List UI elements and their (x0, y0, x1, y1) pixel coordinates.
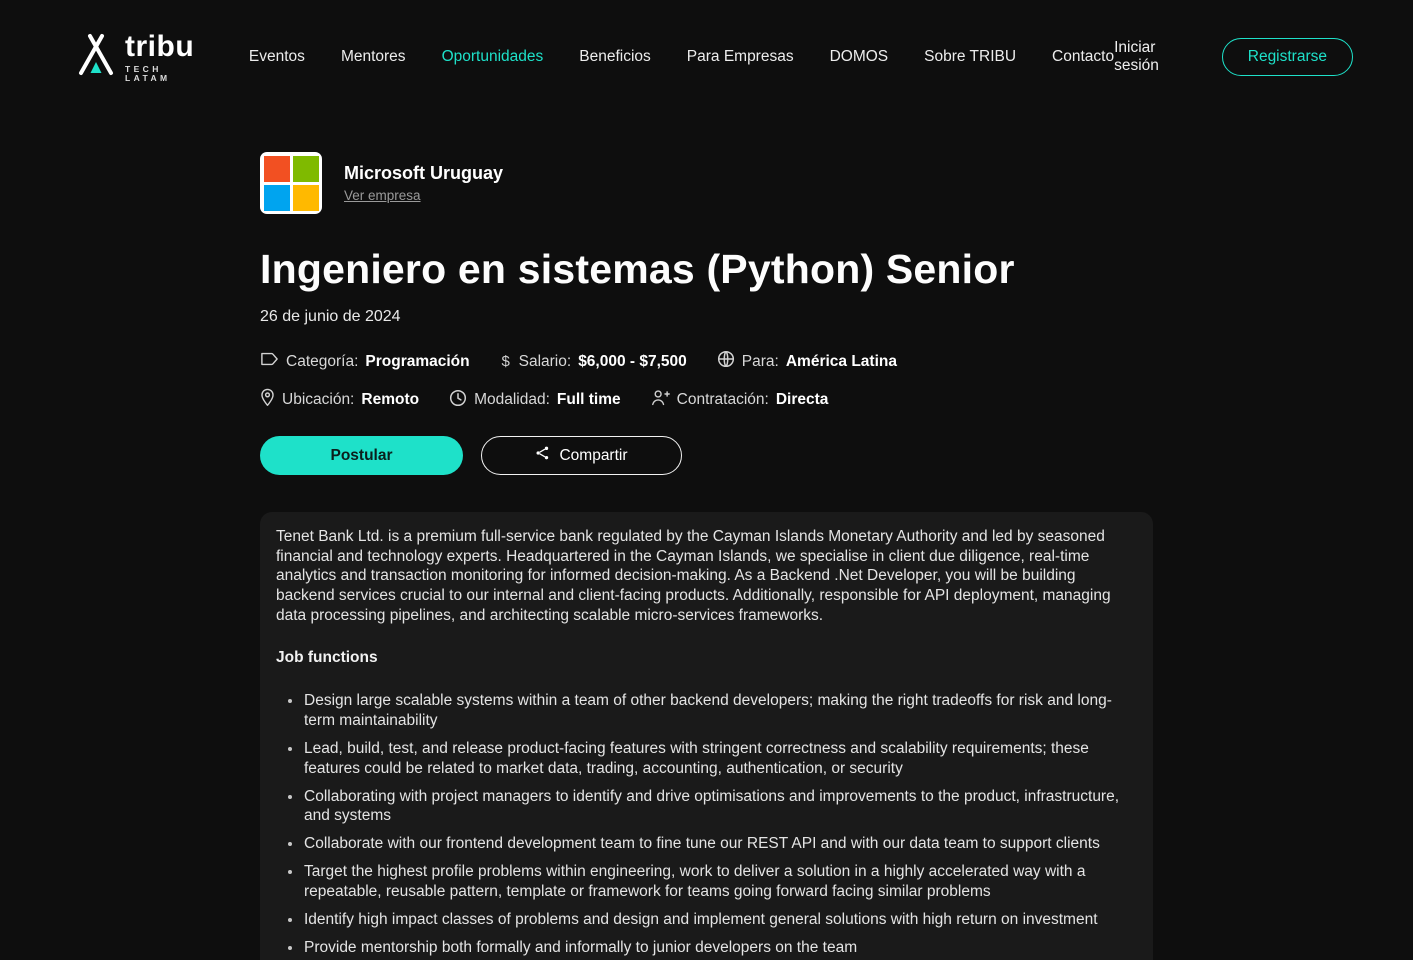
microsoft-logo-icon (260, 152, 322, 214)
meta-value: $6,000 - $7,500 (578, 352, 687, 370)
auth-area (1114, 38, 1353, 76)
meta-row-2 (260, 388, 1153, 412)
meta-label: Salario: (518, 352, 572, 370)
meta-value: Full time (556, 391, 621, 409)
meta-salary (500, 353, 687, 371)
ms-tile-yellow (293, 185, 319, 211)
brand-name: tribu (125, 30, 195, 63)
meta-modality (449, 389, 621, 412)
meta-value: Programación (365, 352, 470, 370)
meta-hiring (651, 389, 829, 411)
job-function-item: Lead, build, test, and release product-facing features with stringent correctness and scalability requirements; these features could be related to market data, trading, accounting, authentication, or security (276, 739, 1135, 778)
login-link[interactable]: Iniciar sesión (1114, 39, 1159, 74)
tent-icon (75, 33, 117, 82)
job-actions (260, 436, 1153, 475)
person-add-icon (651, 389, 670, 411)
meta-label: Contratación: (676, 391, 769, 409)
job-title: Ingeniero en sistemas (Python) Senior (260, 246, 1015, 292)
meta-location (260, 388, 419, 412)
ms-tile-green (293, 156, 319, 182)
job-functions-title: Job functions (276, 649, 378, 667)
meta-label: Categoría: (286, 352, 359, 370)
company-name: Microsoft Uruguay (344, 163, 504, 183)
nav-item[interactable]: Eventos (248, 48, 305, 65)
meta-value: Directa (775, 391, 829, 409)
brand-tagline: TECH LATAM (125, 64, 171, 83)
nav-item[interactable]: Oportunidades (441, 48, 544, 65)
pin-icon (260, 388, 275, 412)
tag-icon (260, 351, 279, 372)
clock-icon (449, 389, 467, 412)
share-button-label: Compartir (559, 446, 628, 464)
dollar-icon: $ (501, 353, 510, 371)
meta-row-1 (260, 350, 1153, 373)
nav-item[interactable]: Sobre TRIBU (924, 48, 1017, 65)
nav-item[interactable]: Beneficios (579, 48, 651, 65)
main-nav (249, 48, 1114, 66)
nav-item[interactable]: Contacto (1052, 48, 1115, 65)
apply-button[interactable]: Postular (260, 436, 463, 475)
job-detail-page (260, 152, 1153, 960)
share-button[interactable] (481, 436, 682, 475)
job-date: 26 de junio de 2024 (260, 308, 401, 326)
register-button[interactable]: Registrarse (1222, 38, 1353, 76)
nav-item[interactable]: DOMOS (829, 48, 889, 65)
job-description-card (260, 512, 1153, 960)
company-row (260, 152, 1153, 214)
ms-tile-blue (264, 185, 290, 211)
nav-item[interactable]: Mentores (340, 48, 406, 65)
job-function-item: Identify high impact classes of problems and design and implement general solutions with high return on investment (276, 910, 1135, 930)
job-function-item: Collaborating with project managers to identify and drive optimisations and improvements to the product, infrastructure, and systems (276, 787, 1135, 826)
job-functions-list (276, 691, 1135, 958)
company-info (344, 163, 503, 203)
view-company-link[interactable]: Ver empresa (344, 188, 421, 203)
job-function-item: Target the highest profile problems within engineering, work to deliver a solution in a highly accelerated way with a repeatable, reusable pattern, template or framework for teams going forward facing similar problems (276, 862, 1135, 901)
brand-logo[interactable] (75, 32, 205, 82)
meta-region (717, 350, 897, 373)
meta-label: Modalidad: (474, 391, 550, 409)
job-function-item: Collaborate with our frontend development team to fine tune our REST API and with our data team to support clients (276, 834, 1135, 854)
nav-item[interactable]: Para Empresas (686, 48, 794, 65)
brand-text (125, 32, 205, 82)
job-meta (260, 350, 1153, 412)
meta-value: América Latina (785, 352, 897, 370)
globe-icon (717, 350, 735, 373)
share-icon (535, 445, 550, 466)
meta-label: Para: (741, 352, 779, 370)
job-function-item: Provide mentorship both formally and informally to junior developers on the team (276, 938, 1135, 958)
meta-value: Remoto (361, 391, 420, 409)
job-description-intro: Tenet Bank Ltd. is a premium full-service bank regulated by the Cayman Islands Monetary Authority and led by seasoned financial and technology experts. Headquartered in the Cayman Islands, we specialise in client due diligence, real-time analytics and transaction monitoring for informed decision-making. As a Backend .Net Developer, you will be building backend services crucial to our internal and client-facing products. Additionally, responsible for API deployment, managing data processing pipelines, and architecting scalable micro-services frameworks. (276, 528, 1111, 624)
ms-tile-red (264, 156, 290, 182)
meta-category (260, 351, 470, 372)
header (0, 0, 1413, 114)
meta-label: Ubicación: (282, 391, 355, 409)
job-function-item: Design large scalable systems within a team of other backend developers; making the right tradeoffs for risk and long-term maintainability (276, 691, 1135, 730)
